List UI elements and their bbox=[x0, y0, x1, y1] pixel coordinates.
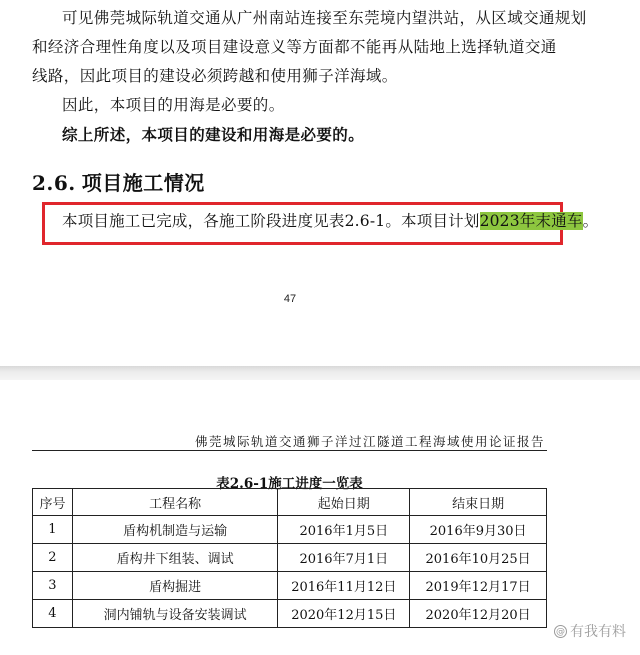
cell-start-date: 2016年7月1日 bbox=[278, 544, 410, 572]
header-rule bbox=[32, 450, 547, 451]
cell-end-date: 2019年12月17日 bbox=[410, 572, 547, 600]
running-header: 佛莞城际轨道交通狮子洋过江隧道工程海域使用论证报告 bbox=[194, 434, 545, 449]
section-title: 项目施工情况 bbox=[81, 171, 205, 195]
table-row bbox=[33, 572, 547, 600]
table-row bbox=[33, 544, 547, 572]
cell-index: 3 bbox=[33, 572, 73, 600]
section-heading bbox=[32, 168, 205, 198]
highlighted-opening-date: 2023年末通车 bbox=[479, 212, 583, 230]
conclusion-paragraph: 综上所述，本项目的建设和用海是必要的。 bbox=[62, 125, 365, 144]
cell-end-date: 2016年9月30日 bbox=[410, 516, 547, 544]
construction-status-paragraph bbox=[62, 208, 598, 235]
table-row bbox=[33, 600, 547, 628]
cell-end-date: 2020年12月20日 bbox=[410, 600, 547, 628]
construction-schedule-table bbox=[32, 488, 547, 628]
cell-index: 1 bbox=[33, 516, 73, 544]
watermark bbox=[554, 621, 626, 641]
table-title: 表2.6-1施工进度一览表 bbox=[216, 476, 363, 492]
table-row bbox=[33, 516, 547, 544]
header-index: 序号 bbox=[33, 489, 73, 516]
status-text: 本项目施工已完成，各施工阶段进度见表2.6-1。本项目计划 bbox=[62, 212, 480, 230]
section-number: 2.6. bbox=[32, 171, 76, 195]
at-icon: @ bbox=[556, 626, 565, 637]
cell-index: 2 bbox=[33, 544, 73, 572]
page-separator bbox=[0, 366, 640, 380]
header-end-date: 结束日期 bbox=[410, 489, 547, 516]
paragraph-line-2: 和经济合理性角度以及项目建设意义等方面都不能再从陆地上选择轨道交通 bbox=[32, 38, 557, 56]
page-number: 47 bbox=[283, 293, 297, 305]
necessity-paragraph: 因此，本项目的用海是必要的。 bbox=[62, 96, 285, 114]
document-page-48 bbox=[0, 380, 640, 655]
cell-start-date: 2016年11月12日 bbox=[278, 572, 410, 600]
cell-project-name: 盾构掘进 bbox=[72, 572, 278, 600]
cell-project-name: 盾构井下组装、调试 bbox=[72, 544, 278, 572]
status-text-end: 。 bbox=[582, 212, 599, 230]
cell-end-date: 2016年10月25日 bbox=[410, 544, 547, 572]
cell-project-name: 洞内铺轨与设备安装调试 bbox=[72, 600, 278, 628]
cell-project-name: 盾构机制造与运输 bbox=[72, 516, 278, 544]
header-project-name: 工程名称 bbox=[72, 489, 278, 516]
paragraph-line-1: 可见佛莞城际轨道交通从广州南站连接至东莞境内望洪站，从区域交通规划 bbox=[62, 9, 587, 27]
watermark-text: 有我有料 bbox=[570, 624, 626, 640]
header-start-date: 起始日期 bbox=[278, 489, 410, 516]
cell-start-date: 2016年1月5日 bbox=[278, 516, 410, 544]
table-header-row bbox=[33, 489, 547, 516]
paragraph-line-3: 线路，因此项目的建设必须跨越和使用狮子洋海域。 bbox=[32, 67, 398, 85]
cell-start-date: 2020年12月15日 bbox=[278, 600, 410, 628]
cell-index: 4 bbox=[33, 600, 73, 628]
